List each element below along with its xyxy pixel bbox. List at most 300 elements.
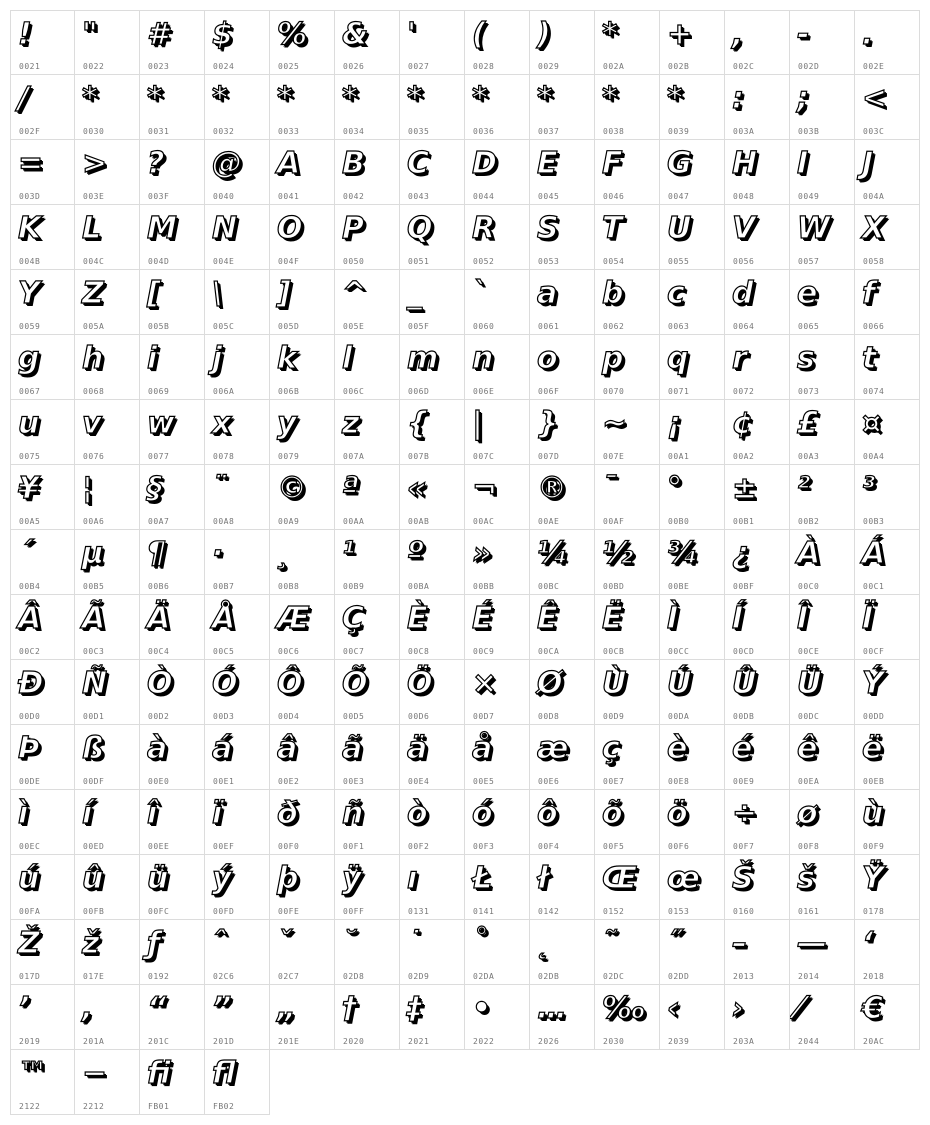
- glyph-char: z: [342, 406, 360, 441]
- glyph-code: 00C7: [343, 647, 365, 656]
- glyph-char: ò: [407, 796, 428, 831]
- glyph-cell: [595, 530, 660, 595]
- glyph-code: 00C4: [148, 647, 170, 656]
- glyph-char: ú: [18, 861, 40, 896]
- glyph-code: 02D9: [408, 972, 430, 981]
- glyph-cell: [855, 985, 920, 1050]
- glyph-cell: [400, 660, 465, 725]
- glyph-code: 00F8: [798, 842, 820, 851]
- glyph-code: 02DC: [603, 972, 625, 981]
- glyph-cell: [790, 660, 855, 725]
- glyph-char: ä: [407, 731, 428, 766]
- glyph-code: 00FA: [19, 907, 41, 916]
- glyph-code: 0025: [278, 62, 300, 71]
- glyph-code: 00E4: [408, 777, 430, 786]
- glyph-code: 0029: [538, 62, 560, 71]
- glyph-cell: [790, 205, 855, 270]
- glyph-char: ¥: [18, 471, 39, 506]
- glyph-code: 0059: [19, 322, 41, 331]
- glyph-code: 2018: [863, 972, 885, 981]
- glyph-code: 203A: [733, 1037, 755, 1046]
- glyph-cell: [790, 920, 855, 985]
- glyph-code: 0062: [603, 322, 625, 331]
- glyph-cell: [400, 400, 465, 465]
- glyph-cell: [790, 855, 855, 920]
- glyph-char: *: [602, 81, 618, 116]
- glyph-cell: [725, 985, 790, 1050]
- glyph-char: v: [82, 406, 102, 441]
- glyph-cell: [270, 335, 335, 400]
- glyph-cell: [660, 725, 725, 790]
- glyph-code: 006E: [473, 387, 495, 396]
- glyph-cell: [855, 270, 920, 335]
- glyph-cell: [790, 530, 855, 595]
- glyph-code: 0030: [83, 127, 105, 136]
- glyph-cell: [140, 1050, 205, 1115]
- glyph-char: *: [147, 81, 163, 116]
- glyph-cell: [465, 10, 530, 75]
- glyph-code: 0075: [19, 452, 41, 461]
- glyph-code: 0039: [668, 127, 690, 136]
- glyph-char: e: [797, 276, 818, 311]
- glyph-char: ÷: [732, 796, 758, 831]
- glyph-code: 0152: [603, 907, 625, 916]
- glyph-char: *: [277, 81, 293, 116]
- glyph-cell: [400, 855, 465, 920]
- glyph-char: Ñ: [82, 666, 108, 701]
- glyph-code: 003B: [798, 127, 820, 136]
- glyph-code: 002A: [603, 62, 625, 71]
- glyph-char: k: [277, 341, 297, 376]
- glyph-code: 0035: [408, 127, 430, 136]
- glyph-code: 003A: [733, 127, 755, 136]
- glyph-cell: [400, 920, 465, 985]
- glyph-char: Ô: [277, 666, 303, 701]
- glyph-cell: [10, 400, 75, 465]
- glyph-char: ñ: [342, 796, 364, 831]
- glyph-cell: [270, 725, 335, 790]
- glyph-char: ‘: [862, 926, 874, 961]
- glyph-cell: [530, 335, 595, 400]
- glyph-cell: [855, 465, 920, 530]
- glyph-code: 00D6: [408, 712, 430, 721]
- glyph-cell: [530, 75, 595, 140]
- glyph-code: 00D5: [343, 712, 365, 721]
- glyph-char: H: [732, 146, 758, 181]
- glyph-char: `: [472, 276, 487, 311]
- glyph-cell: [790, 75, 855, 140]
- glyph-code: 00CB: [603, 647, 625, 656]
- glyph-code: 0051: [408, 257, 430, 266]
- glyph-code: 002F: [19, 127, 41, 136]
- glyph-char: N: [212, 211, 238, 246]
- glyph-code: 00F0: [278, 842, 300, 851]
- glyph-char: *: [472, 81, 488, 116]
- glyph-char: |: [472, 406, 483, 441]
- glyph-cell: [270, 140, 335, 205]
- glyph-code: 00BB: [473, 582, 495, 591]
- glyph-code: 0131: [408, 907, 430, 916]
- glyph-cell: [790, 595, 855, 660]
- glyph-cell: [205, 270, 270, 335]
- glyph-char: Š: [732, 861, 754, 896]
- glyph-char: ø: [797, 796, 818, 831]
- glyph-code: 00F4: [538, 842, 560, 851]
- glyph-code: 00EF: [213, 842, 235, 851]
- glyph-char: …: [537, 991, 567, 1026]
- glyph-code: 00C6: [278, 647, 300, 656]
- glyph-cell: [465, 660, 530, 725]
- glyph-char: ©: [277, 471, 307, 506]
- glyph-char: Ö: [407, 666, 433, 701]
- glyph-char: :: [732, 81, 744, 116]
- glyph-code: 00B5: [83, 582, 105, 591]
- glyph-cell: [270, 790, 335, 855]
- glyph-char: ˘: [342, 926, 357, 961]
- glyph-char: O: [277, 211, 303, 246]
- glyph-char: j: [212, 341, 223, 376]
- glyph-char: ‰: [602, 991, 646, 1026]
- glyph-code: 02C6: [213, 972, 235, 981]
- glyph-code: 0053: [538, 257, 560, 266]
- glyph-code: 201A: [83, 1037, 105, 1046]
- glyph-cell: [140, 725, 205, 790]
- glyph-char: ł: [537, 861, 549, 896]
- glyph-code: 00AA: [343, 517, 365, 526]
- glyph-code: 0033: [278, 127, 300, 136]
- glyph-char: ð: [277, 796, 298, 831]
- glyph-cell: [400, 530, 465, 595]
- glyph-char: .: [862, 17, 874, 52]
- glyph-code: 00C8: [408, 647, 430, 656]
- glyph-cell: [10, 595, 75, 660]
- glyph-code: 006B: [278, 387, 300, 396]
- glyph-cell: [205, 400, 270, 465]
- glyph-code: 02DA: [473, 972, 495, 981]
- glyph-char: í: [82, 796, 93, 831]
- glyph-char: Ý: [862, 666, 884, 701]
- glyph-cell: [335, 10, 400, 75]
- glyph-code: 00CA: [538, 647, 560, 656]
- glyph-char: ³: [862, 471, 876, 506]
- glyph-cell: [335, 270, 400, 335]
- glyph-code: 00E2: [278, 777, 300, 786]
- glyph-cell: [790, 790, 855, 855]
- glyph-cell: [595, 595, 660, 660]
- glyph-code: 00BF: [733, 582, 755, 591]
- glyph-cell: [465, 855, 530, 920]
- glyph-code: 0141: [473, 907, 495, 916]
- glyph-cell: [790, 140, 855, 205]
- glyph-cell: [270, 530, 335, 595]
- glyph-code: 0047: [668, 192, 690, 201]
- glyph-char: ¾: [667, 536, 699, 571]
- glyph-code: 00F7: [733, 842, 755, 851]
- glyph-char: ⁄: [797, 991, 803, 1026]
- glyph-cell: [75, 660, 140, 725]
- glyph-code: 006C: [343, 387, 365, 396]
- glyph-char: ·: [212, 536, 224, 571]
- glyph-char: t: [862, 341, 877, 376]
- glyph-code: 0052: [473, 257, 495, 266]
- glyph-code: 00E1: [213, 777, 235, 786]
- glyph-char: T: [602, 211, 623, 246]
- glyph-char: «: [407, 471, 427, 506]
- glyph-code: 0066: [863, 322, 885, 331]
- glyph-code: 00D3: [213, 712, 235, 721]
- glyph-char: ˛: [537, 926, 552, 961]
- glyph-cell: [75, 855, 140, 920]
- glyph-char: ˚: [472, 926, 487, 961]
- glyph-char: G: [667, 146, 692, 181]
- glyph-char: ½: [602, 536, 634, 571]
- glyph-cell: [10, 140, 75, 205]
- glyph-code: 0076: [83, 452, 105, 461]
- glyph-cell: [465, 725, 530, 790]
- glyph-cell: [270, 10, 335, 75]
- glyph-char: ï: [212, 796, 223, 831]
- glyph-cell: [205, 855, 270, 920]
- glyph-char: Þ: [18, 731, 41, 766]
- glyph-char: Å: [212, 601, 236, 636]
- glyph-code: 0070: [603, 387, 625, 396]
- glyph-cell: [270, 270, 335, 335]
- glyph-code: 00EB: [863, 777, 885, 786]
- glyph-cell: [140, 530, 205, 595]
- glyph-cell: [465, 140, 530, 205]
- glyph-cell: [270, 660, 335, 725]
- glyph-cell: [75, 10, 140, 75]
- glyph-char: E: [537, 146, 558, 181]
- glyph-code: 0077: [148, 452, 170, 461]
- glyph-char: R: [472, 211, 496, 246]
- glyph-char: *: [407, 81, 423, 116]
- glyph-code: 0023: [148, 62, 170, 71]
- glyph-code: 00CF: [863, 647, 885, 656]
- glyph-code: 00B4: [19, 582, 41, 591]
- glyph-code: 00DC: [798, 712, 820, 721]
- glyph-cell: [10, 465, 75, 530]
- glyph-code: 00C5: [213, 647, 235, 656]
- glyph-code: 2019: [19, 1037, 41, 1046]
- glyph-code: 0050: [343, 257, 365, 266]
- glyph-cell: [595, 400, 660, 465]
- glyph-char: ´: [18, 536, 33, 571]
- glyph-cell: [530, 660, 595, 725]
- glyph-cell: [595, 140, 660, 205]
- glyph-char: ¨: [212, 471, 227, 506]
- glyph-char: C: [407, 146, 430, 181]
- glyph-cell: [10, 1050, 75, 1115]
- glyph-cell: [205, 140, 270, 205]
- glyph-cell: [75, 205, 140, 270]
- glyph-cell: [790, 465, 855, 530]
- glyph-code: 005E: [343, 322, 365, 331]
- glyph-char: ,: [732, 17, 744, 52]
- glyph-char: „: [277, 991, 297, 1026]
- glyph-cell: [75, 465, 140, 530]
- glyph-cell: [400, 10, 465, 75]
- glyph-cell: [205, 725, 270, 790]
- glyph-char: †: [342, 991, 357, 1026]
- glyph-cell: [270, 920, 335, 985]
- glyph-char: â: [277, 731, 298, 766]
- glyph-char: q: [667, 341, 689, 376]
- glyph-cell: [530, 530, 595, 595]
- glyph-cell: [595, 270, 660, 335]
- glyph-cell: [400, 335, 465, 400]
- glyph-char: ¯: [602, 471, 617, 506]
- glyph-cell: [660, 530, 725, 595]
- glyph-cell: [725, 595, 790, 660]
- glyph-code: 0036: [473, 127, 495, 136]
- glyph-char: ®: [537, 471, 567, 506]
- glyph-char: §: [147, 471, 162, 506]
- glyph-char: *: [342, 81, 358, 116]
- glyph-cell: [725, 920, 790, 985]
- glyph-char: x: [212, 406, 232, 441]
- glyph-char: +: [667, 17, 693, 52]
- glyph-char: ˇ: [277, 926, 292, 961]
- glyph-cell: [530, 595, 595, 660]
- glyph-cell: [205, 790, 270, 855]
- glyph-char: *: [667, 81, 683, 116]
- glyph-char: –: [732, 926, 747, 961]
- glyph-cell: [660, 10, 725, 75]
- glyph-char: o: [537, 341, 558, 376]
- glyph-char: î: [147, 796, 158, 831]
- glyph-code: 0042: [343, 192, 365, 201]
- glyph-code: 00A3: [798, 452, 820, 461]
- glyph-code: 2021: [408, 1037, 430, 1046]
- glyph-cell: [335, 855, 400, 920]
- glyph-char: È: [407, 601, 428, 636]
- glyph-char: Ø: [537, 666, 563, 701]
- glyph-char: ’: [18, 991, 30, 1026]
- glyph-code: 00AC: [473, 517, 495, 526]
- glyph-char: Ë: [602, 601, 623, 636]
- glyph-code: 0071: [668, 387, 690, 396]
- glyph-cell: [270, 400, 335, 465]
- glyph-char: £: [797, 406, 818, 441]
- glyph-cell: [10, 790, 75, 855]
- glyph-code: 006F: [538, 387, 560, 396]
- glyph-char: õ: [602, 796, 623, 831]
- glyph-code: 0046: [603, 192, 625, 201]
- glyph-cell: [725, 725, 790, 790]
- glyph-cell: [335, 660, 400, 725]
- glyph-code: 00F2: [408, 842, 430, 851]
- glyph-code: 00BC: [538, 582, 560, 591]
- glyph-char: Ã: [82, 601, 106, 636]
- glyph-code: 02DB: [538, 972, 560, 981]
- glyph-code: 0048: [733, 192, 755, 201]
- glyph-cell: [335, 400, 400, 465]
- glyph-cell: [10, 855, 75, 920]
- glyph-char: w: [147, 406, 175, 441]
- glyph-cell: [140, 790, 205, 855]
- glyph-char: ¤: [862, 406, 882, 441]
- glyph-code: 00F5: [603, 842, 625, 851]
- glyph-cell: [10, 985, 75, 1050]
- glyph-char: ‡: [407, 991, 422, 1026]
- glyph-char: •: [472, 991, 492, 1026]
- glyph-cell: [530, 205, 595, 270]
- glyph-char: I: [797, 146, 809, 181]
- glyph-char: ã: [342, 731, 363, 766]
- glyph-char: ž: [82, 926, 100, 961]
- glyph-char: g: [18, 341, 40, 376]
- glyph-cell: [660, 140, 725, 205]
- glyph-char: ;: [797, 81, 809, 116]
- glyph-char: F: [602, 146, 623, 181]
- glyph-code: 004A: [863, 192, 885, 201]
- glyph-cell: [140, 205, 205, 270]
- glyph-code: 007D: [538, 452, 560, 461]
- glyph-char: #: [147, 17, 168, 52]
- glyph-code: 005B: [148, 322, 170, 331]
- glyph-char: L: [82, 211, 102, 246]
- glyph-cell: [140, 660, 205, 725]
- glyph-code: 2122: [19, 1102, 41, 1111]
- glyph-code: 0024: [213, 62, 235, 71]
- glyph-cell: [725, 790, 790, 855]
- glyph-code: 0037: [538, 127, 560, 136]
- glyph-cell: [465, 335, 530, 400]
- glyph-code: 0069: [148, 387, 170, 396]
- glyph-char: ü: [147, 861, 169, 896]
- glyph-code: 003D: [19, 192, 41, 201]
- glyph-char: Í: [732, 601, 744, 636]
- glyph-char: &: [342, 17, 369, 52]
- glyph-cell: [725, 400, 790, 465]
- glyph-char: ö: [667, 796, 688, 831]
- glyph-code: 0021: [19, 62, 41, 71]
- glyph-cell: [400, 595, 465, 660]
- glyph-code: 004B: [19, 257, 41, 266]
- glyph-cell: [855, 205, 920, 270]
- glyph-char: Œ: [602, 861, 638, 896]
- glyph-char: D: [472, 146, 497, 181]
- glyph-char: ): [537, 17, 551, 52]
- glyph-cell: [400, 270, 465, 335]
- glyph-code: 0063: [668, 322, 690, 331]
- glyph-cell: [725, 140, 790, 205]
- glyph-cell: [205, 335, 270, 400]
- glyph-code: 00B7: [213, 582, 235, 591]
- glyph-code: 007A: [343, 452, 365, 461]
- glyph-code: 00C3: [83, 647, 105, 656]
- glyph-char: æ: [537, 731, 569, 766]
- glyph-cell: [725, 855, 790, 920]
- glyph-cell: [10, 920, 75, 985]
- glyph-code: 00AE: [538, 517, 560, 526]
- glyph-char: ~: [602, 406, 628, 441]
- glyph-code: 2020: [343, 1037, 365, 1046]
- glyph-char: ^: [342, 276, 368, 311]
- glyph-char: n: [472, 341, 494, 376]
- glyph-char: Ê: [537, 601, 558, 636]
- glyph-char: Ç: [342, 601, 365, 636]
- glyph-char: s: [797, 341, 815, 376]
- glyph-cell: [660, 270, 725, 335]
- glyph-cell: [465, 400, 530, 465]
- glyph-char: ": [82, 17, 98, 52]
- glyph-code: 005F: [408, 322, 430, 331]
- glyph-char: l: [342, 341, 353, 376]
- glyph-cell: [725, 530, 790, 595]
- glyph-code: 20AC: [863, 1037, 885, 1046]
